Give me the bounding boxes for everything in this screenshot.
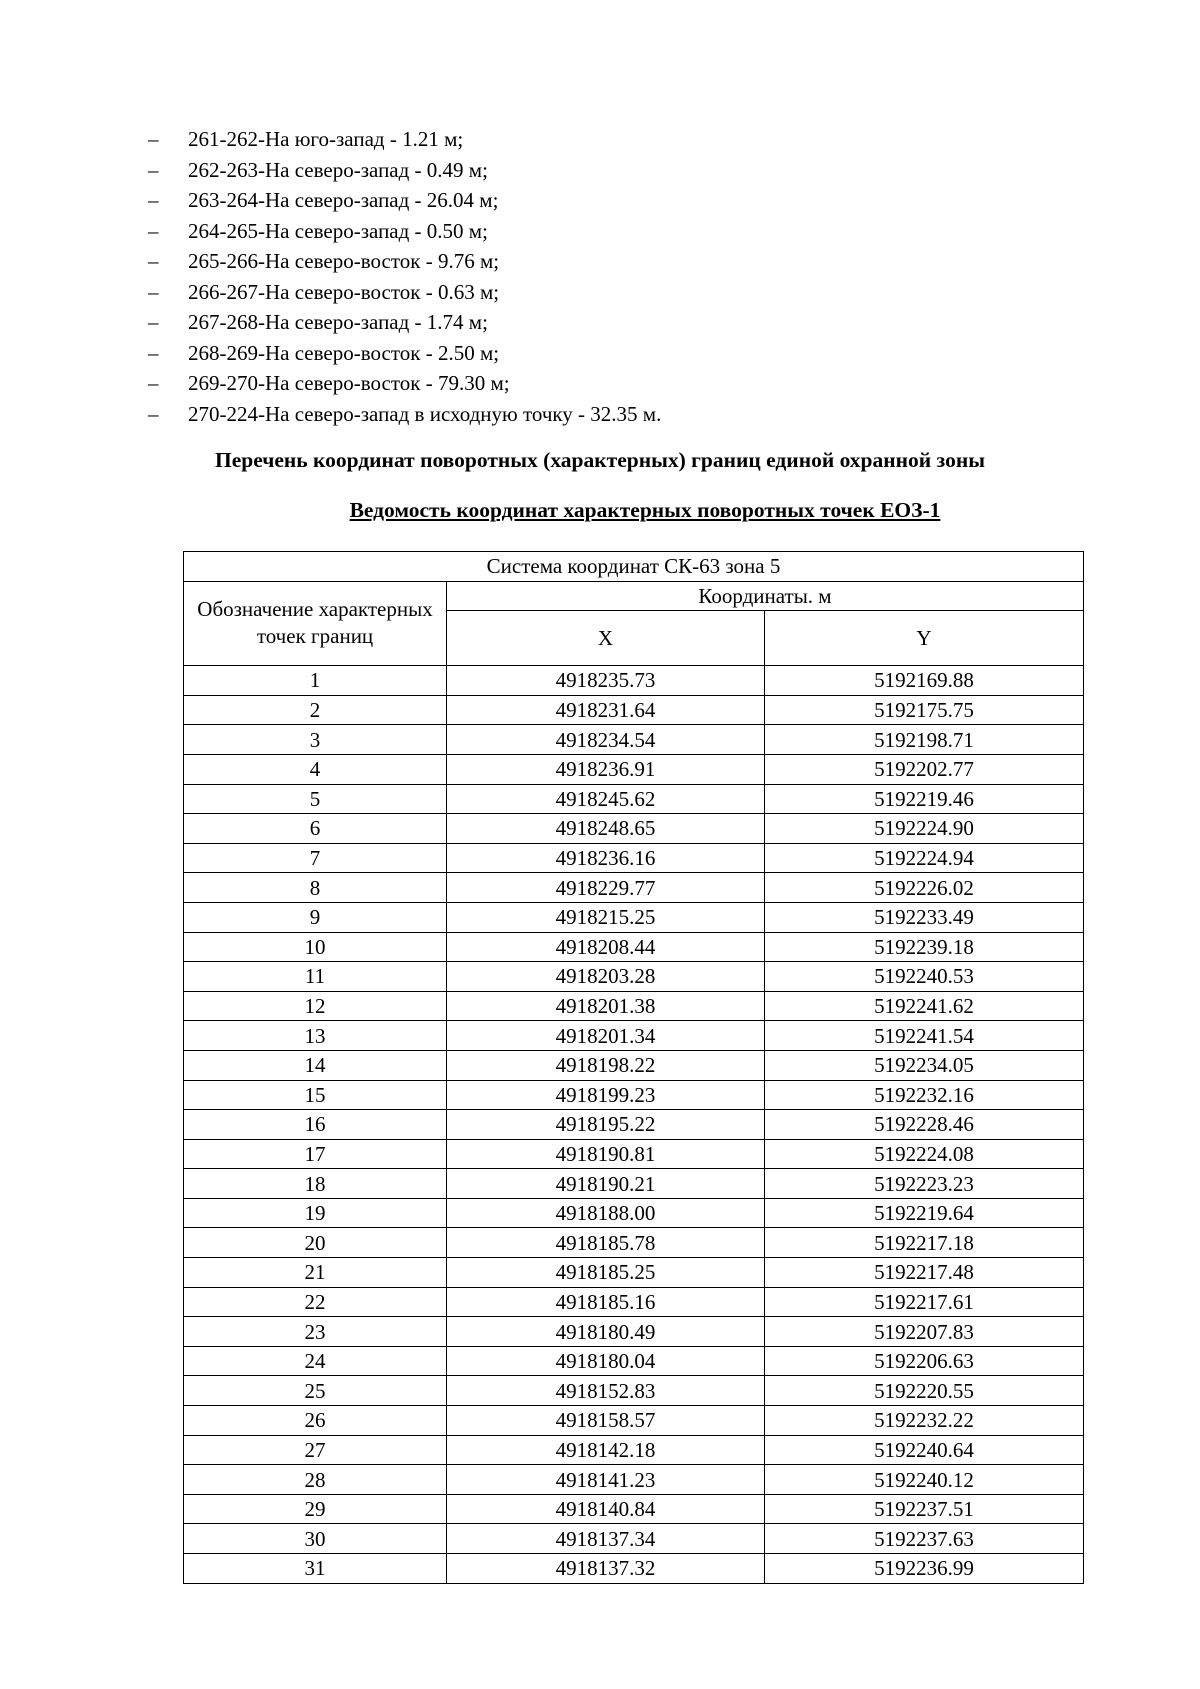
table-row [184,1346,1084,1376]
point-number-cell: 29 [184,1494,447,1524]
segment-text: 265-266-На северо-восток - 9.76 м; [188,249,500,273]
section-heading: Перечень координат поворотных (характерных) границ единой охранной зоны [214,448,985,472]
table-row [184,1198,1084,1228]
point-number-cell: 22 [184,1287,447,1317]
point-number-cell: 16 [184,1110,447,1140]
y-coordinate-cell: 5192240.64 [765,1435,1084,1465]
segment-text: 267-268-На северо-запад - 1.74 м; [188,310,488,334]
point-number-cell: 14 [184,1050,447,1080]
x-coordinate-cell: 4918158.57 [447,1406,765,1436]
point-number-cell: 1 [184,666,447,696]
point-number-cell: 15 [184,1080,447,1110]
y-coordinate-cell: 5192202.77 [765,754,1084,784]
point-number-cell: 8 [184,873,447,903]
point-number-cell: 4 [184,754,447,784]
y-coordinate-cell: 5192234.05 [765,1050,1084,1080]
table-row [184,1317,1084,1347]
segment-text: 261-262-На юго-запад - 1.21 м; [188,127,464,151]
y-coordinate-cell: 5192169.88 [765,666,1084,696]
y-coordinate-cell: 5192228.46 [765,1110,1084,1140]
point-number-cell: 5 [184,784,447,814]
y-coordinate-cell: 5192223.23 [765,1169,1084,1199]
point-number-cell: 28 [184,1465,447,1495]
segment-text: 266-267-На северо-восток - 0.63 м; [188,279,500,304]
dash-marker: – [148,401,159,426]
y-coordinate-cell: 5192237.51 [765,1494,1084,1524]
point-number-cell: 10 [184,932,447,962]
y-coordinate-cell: 5192219.46 [765,784,1084,814]
table-row [184,1376,1084,1406]
point-number-cell: 21 [184,1258,447,1288]
point-number-cell: 7 [184,843,447,873]
table-body [184,552,1084,1584]
segment-text: 263-264-На северо-запад - 26.04 м; [188,188,499,212]
y-coordinate-cell: 5192232.16 [765,1080,1084,1110]
point-number-cell: 24 [184,1346,447,1376]
dash-marker: – [148,188,159,212]
point-number-cell: 2 [184,695,447,725]
y-coordinate-cell: 5192217.61 [765,1287,1084,1317]
x-coordinate-cell: 4918229.77 [447,873,765,903]
y-coordinate-cell: 5192175.75 [765,695,1084,725]
x-coordinate-cell: 4918137.32 [447,1554,765,1584]
point-number-cell: 23 [184,1317,447,1347]
segment-list [148,124,661,429]
x-header: X [447,611,765,666]
segment-text: 269-270-На северо-восток - 79.30 м; [188,371,510,395]
table-row [184,1169,1084,1199]
table-row [184,1465,1084,1495]
dash-marker: – [148,157,159,182]
x-coordinate-cell: 4918190.21 [447,1169,765,1199]
x-coordinate-cell: 4918142.18 [447,1435,765,1465]
y-coordinate-cell: 5192206.63 [765,1346,1084,1376]
coordinates-header: Координаты. м [447,581,1084,611]
y-coordinate-cell: 5192241.54 [765,1021,1084,1051]
segment-item [148,155,661,186]
x-coordinate-cell: 4918180.04 [447,1346,765,1376]
x-coordinate-cell: 4918203.28 [447,962,765,992]
header-row-coords [184,581,1084,611]
table-row [184,814,1084,844]
table-row [184,1287,1084,1317]
dash-marker: – [148,371,159,395]
x-coordinate-cell: 4918152.83 [447,1376,765,1406]
table-row [184,1554,1084,1584]
point-number-cell: 9 [184,902,447,932]
y-coordinate-cell: 5192220.55 [765,1376,1084,1406]
y-coordinate-cell: 5192236.99 [765,1554,1084,1584]
point-number-cell: 20 [184,1228,447,1258]
point-number-cell: 17 [184,1139,447,1169]
x-coordinate-cell: 4918199.23 [447,1080,765,1110]
x-coordinate-cell: 4918236.91 [447,754,765,784]
table-title [0,496,1200,524]
table-row [184,725,1084,755]
table-row [184,932,1084,962]
table-row [184,843,1084,873]
table-row [184,1050,1084,1080]
table-row [184,991,1084,1021]
table-row [184,873,1084,903]
coordinate-system-header: Система координат СК-63 зона 5 [184,552,1084,582]
table-row [184,962,1084,992]
x-coordinate-cell: 4918248.65 [447,814,765,844]
table-row [184,1021,1084,1051]
x-coordinate-cell: 4918245.62 [447,784,765,814]
table-row [184,784,1084,814]
dash-marker: – [148,249,159,273]
dash-marker: – [148,279,159,304]
x-coordinate-cell: 4918137.34 [447,1524,765,1554]
table-row [184,1228,1084,1258]
table-row [184,1435,1084,1465]
point-number-cell: 13 [184,1021,447,1051]
y-coordinate-cell: 5192232.22 [765,1406,1084,1436]
y-coordinate-cell: 5192241.62 [765,991,1084,1021]
table-row [184,666,1084,696]
header-row-system [184,552,1084,582]
x-coordinate-cell: 4918188.00 [447,1198,765,1228]
y-coordinate-cell: 5192239.18 [765,932,1084,962]
segment-text: 264-265-На северо-запад - 0.50 м; [188,218,488,243]
point-number-cell: 26 [184,1406,447,1436]
point-number-cell: 25 [184,1376,447,1406]
y-coordinate-cell: 5192217.48 [765,1258,1084,1288]
segment-item [148,277,661,308]
y-coordinate-cell: 5192219.64 [765,1198,1084,1228]
table-row [184,1494,1084,1524]
segment-text: 262-263-На северо-запад - 0.49 м; [188,157,488,182]
point-number-cell: 3 [184,725,447,755]
x-coordinate-cell: 4918201.38 [447,991,765,1021]
y-coordinate-cell: 5192224.94 [765,843,1084,873]
table-row [184,1406,1084,1436]
y-header: Y [765,611,1084,666]
point-number-cell: 27 [184,1435,447,1465]
coordinates-table [183,551,1084,1584]
x-coordinate-cell: 4918140.84 [447,1494,765,1524]
table-row [184,1110,1084,1140]
x-coordinate-cell: 4918235.73 [447,666,765,696]
y-coordinate-cell: 5192224.90 [765,814,1084,844]
x-coordinate-cell: 4918185.25 [447,1258,765,1288]
point-number-cell: 30 [184,1524,447,1554]
designation-header: Обозначение характерных точек границ [184,581,447,666]
x-coordinate-cell: 4918185.78 [447,1228,765,1258]
segment-item [148,124,661,155]
table-row [184,1258,1084,1288]
point-number-cell: 6 [184,814,447,844]
table-row [184,902,1084,932]
segment-text: 268-269-На северо-восток - 2.50 м; [188,340,500,365]
segment-item [148,246,661,277]
table-row [184,1080,1084,1110]
dash-marker: – [148,218,159,243]
dash-marker: – [148,127,159,151]
segment-item [148,307,661,338]
table-row [184,754,1084,784]
table-row [184,1139,1084,1169]
y-coordinate-cell: 5192224.08 [765,1139,1084,1169]
dash-marker: – [148,310,159,334]
y-coordinate-cell: 5192217.18 [765,1228,1084,1258]
segment-text: 270-224-На северо-запад в исходную точку - 32.35 м. [188,401,662,426]
table-row [184,695,1084,725]
point-number-cell: 18 [184,1169,447,1199]
dash-marker: – [148,340,159,365]
y-coordinate-cell: 5192240.53 [765,962,1084,992]
x-coordinate-cell: 4918215.25 [447,902,765,932]
y-coordinate-cell: 5192207.83 [765,1317,1084,1347]
x-coordinate-cell: 4918185.16 [447,1287,765,1317]
x-coordinate-cell: 4918190.81 [447,1139,765,1169]
x-coordinate-cell: 4918198.22 [447,1050,765,1080]
segment-item [148,185,661,216]
y-coordinate-cell: 5192233.49 [765,902,1084,932]
y-coordinate-cell: 5192226.02 [765,873,1084,903]
segment-item [148,216,661,247]
point-number-cell: 19 [184,1198,447,1228]
y-coordinate-cell: 5192237.63 [765,1524,1084,1554]
x-coordinate-cell: 4918234.54 [447,725,765,755]
table-row [184,1524,1084,1554]
point-number-cell: 11 [184,962,447,992]
x-coordinate-cell: 4918180.49 [447,1317,765,1347]
segment-item [148,399,661,430]
y-coordinate-cell: 5192198.71 [765,725,1084,755]
x-coordinate-cell: 4918231.64 [447,695,765,725]
x-coordinate-cell: 4918201.34 [447,1021,765,1051]
y-coordinate-cell: 5192240.12 [765,1465,1084,1495]
table-title-text: Ведомость координат характерных поворотных точек ЕОЗ-1 [349,498,941,522]
x-coordinate-cell: 4918141.23 [447,1465,765,1495]
point-number-cell: 31 [184,1554,447,1584]
x-coordinate-cell: 4918208.44 [447,932,765,962]
segment-item [148,338,661,369]
x-coordinate-cell: 4918195.22 [447,1110,765,1140]
segment-item [148,368,661,399]
x-coordinate-cell: 4918236.16 [447,843,765,873]
point-number-cell: 12 [184,991,447,1021]
